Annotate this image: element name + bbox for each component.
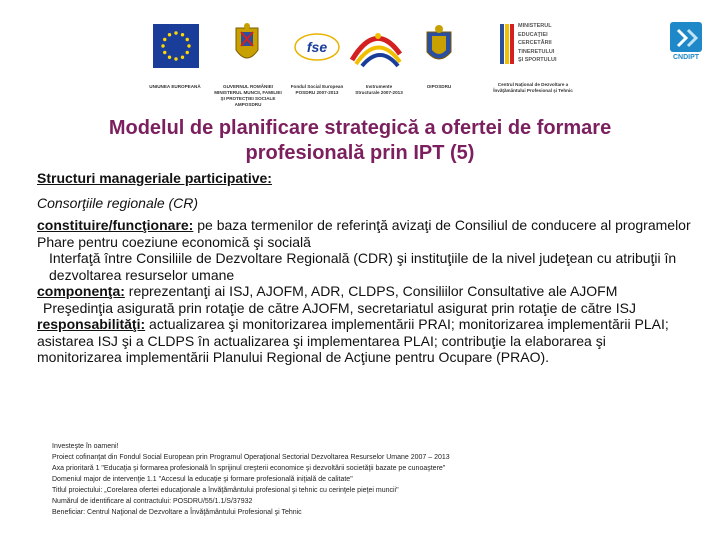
eu-flag-logo <box>153 24 199 68</box>
responsabilitati-text: actualizarea şi monitorizarea implementării PRAI; monitorizarea implementării PLAI; asistarea ISJ şi a CLDPS în actualizarea şi implementarea PLAI; contribuţie la elaborarea şi monitorizarea implementării Planului Regional de Acţiune pentru Ocupare (PRAO). <box>37 316 669 365</box>
section-subtitle: Consorţiile regionale (CR) <box>37 194 199 211</box>
componenta-text: reprezentanţi ai ISJ, AJOFM, ADR, CLDPS, Consiliilor Consultative ale AJOFM <box>124 283 618 299</box>
eu-star-icon <box>161 44 164 47</box>
footer-line: Investeşte în oameni! <box>52 443 119 450</box>
footer-line: Domeniul major de intervenţie 1.1 "Accesul la educaţie şi formare profesională iniţială de calitate" <box>52 476 353 483</box>
svg-text:CNDIPT: CNDIPT <box>672 54 700 60</box>
partner-logos <box>0 10 720 107</box>
footer-line: Numărul de identificare al contractului: POSDRU/55/1.1/S/37932 <box>52 498 253 505</box>
page-title <box>30 116 690 166</box>
eu-label: UNIUNEA EUROPEANĂ <box>149 84 201 89</box>
eu-star-icon <box>163 38 166 41</box>
footer-line: Axa prioritară 1 "Educaţia şi formarea profesională în sprijinul creşterii economice şi dezvoltării societăţii bazate pe cunoaştere" <box>52 465 446 472</box>
project-footer <box>52 441 672 518</box>
responsabilitati-paragraph <box>37 316 692 366</box>
instrumente-structurale-logo <box>348 24 404 70</box>
eu-stars-icon <box>153 24 199 68</box>
eu-star-icon <box>168 56 171 59</box>
componenta-subpoint: Preşedinţia asigurată prin rotaţie de către AJOFM, secretariatul asigurat prin rotaţie de către ISJ <box>43 299 636 316</box>
cndipt-logo <box>666 20 706 60</box>
eu-star-icon <box>181 33 184 36</box>
romania-crest-logo <box>424 24 454 68</box>
ministry-crest-logo <box>232 22 262 68</box>
responsabilitati-label: responsabilităţi: <box>37 316 146 332</box>
min-edu-line: ŞI SPORTULUI <box>518 57 557 64</box>
oi-label: OIPOSDRU <box>426 84 452 89</box>
footer-line: Titlul proiectului: „Corelarea ofertei educaţionale a învăţământului profesional şi tehnic cu cerinţele pieţei muncii" <box>52 487 399 494</box>
ministry-education-logo <box>500 20 560 68</box>
eu-star-icon <box>181 56 184 59</box>
fse-logo <box>293 32 341 62</box>
eu-star-icon <box>186 38 189 41</box>
eu-star-icon <box>174 57 177 60</box>
footer-line: Proiect cofinanţat din Fondul Social European prin Programul Operaţional Sectorial Dezvoltarea Resurselor Umane 2007 – 2013 <box>52 454 450 461</box>
eu-star-icon <box>174 31 177 34</box>
eu-star-icon <box>186 51 189 54</box>
title-line-2: profesională prin IPT (5) <box>245 142 475 164</box>
eu-star-icon <box>187 44 190 47</box>
constituire-text: pe baza termenilor de referinţă avizaţi de Consiliul de conducere al programelor Phare pentru coeziune economică şi socială <box>37 217 691 250</box>
main-content <box>37 170 692 366</box>
eu-star-icon <box>168 33 171 36</box>
constituire-paragraph <box>37 217 692 250</box>
componenta-label: componenţa: <box>37 283 125 299</box>
svg-text:fse: fse <box>306 39 328 55</box>
is-label: Instrumente Structurale 2007-2013 <box>355 84 403 95</box>
min-edu-line: MINISTERUL <box>518 23 552 29</box>
cndipt-label: Centrul Naţional de Dezvoltare a Învăţământului Profesional şi Tehnic <box>493 82 573 93</box>
constituire-subpoint: Interfaţă între Consiliile de Dezvoltare Regională (CDR) şi instituţiile de la nivel judeţean cu atribuţii în dezvoltarea resurselor umane <box>49 250 677 283</box>
eu-star-icon <box>163 51 166 54</box>
min-edu-line: CERCETĂRII <box>518 40 552 47</box>
ministry-label: GUVERNUL ROMÂNIEI MINISTERUL MUNCII, FAMILIEI ŞI PROTECŢIEI SOCIALE AMPOSDRU <box>214 84 282 107</box>
footer-line: Beneficiar: Centrul Naţional de Dezvoltare a Învăţământului Profesional şi Tehnic <box>52 509 302 516</box>
section-heading: Structuri manageriale participative: <box>37 170 272 186</box>
min-edu-line: TINERETULUI <box>518 48 555 55</box>
constituire-label: constituire/funcţionare: <box>37 217 194 233</box>
componenta-paragraph <box>37 283 692 300</box>
min-edu-line: EDUCAŢIEI <box>518 31 548 38</box>
title-line-1: Modelul de planificare strategică a ofertei de formare <box>108 117 612 139</box>
fse-label: Fondul Social European POSDRU 2007-2013 <box>290 84 344 95</box>
